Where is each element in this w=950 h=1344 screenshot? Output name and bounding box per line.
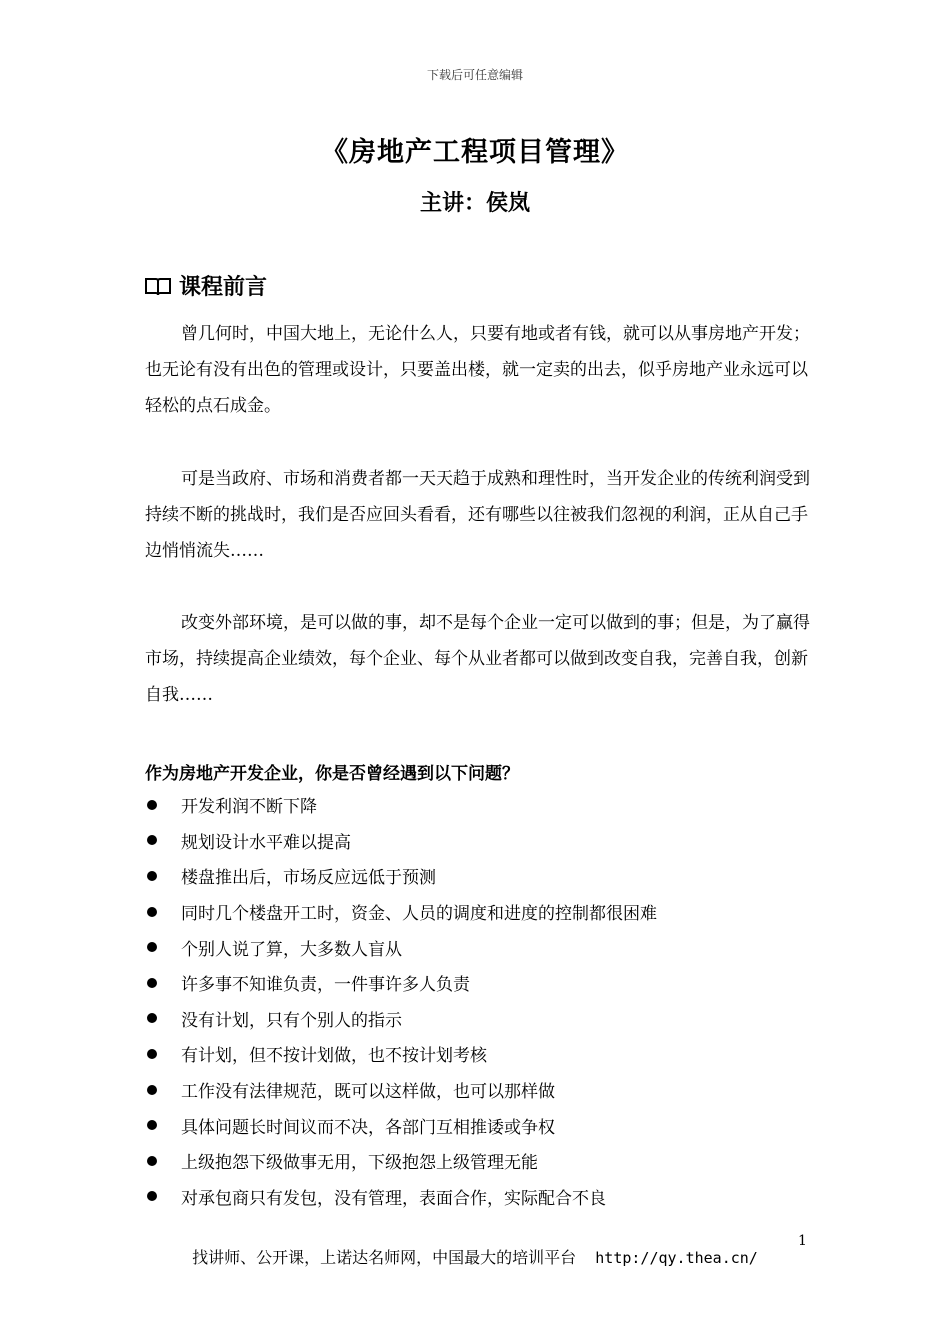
paragraph-3: 改变外部环境，是可以做的事，却不是每个企业一定可以做到的事；但是，为了赢得市场，持续提高企业绩效，每个企业、每个从业者都可以做到改变自我，完善自我，创新自我……: [145, 613, 810, 705]
bullet-icon: [147, 907, 157, 917]
page-subtitle: 主讲：侯岚: [419, 190, 530, 216]
list-item: 有计划，但不按计划做，也不按计划考核: [145, 1036, 657, 1072]
book-icon: [145, 276, 171, 296]
page-number: 1: [798, 1233, 807, 1249]
paragraph-1: 曾几何时，中国大地上，无论什么人，只要有地或者有钱，就可以从事房地产开发；也无论有没有出色的管理或设计，只要盖出楼，就一定卖的出去，似乎房地产业永远可以轻松的点石成金。: [145, 324, 810, 416]
question-heading: 作为房地产开发企业，你是否曾经遇到以下问题？: [145, 764, 519, 784]
list-item: 对承包商只有发包，没有管理，表面合作，实际配合不良: [145, 1179, 657, 1215]
problem-list: [145, 787, 657, 1214]
paragraph-2: 可是当政府、市场和消费者都一天天趋于成熟和理性时，当开发企业的传统利润受到持续不断的挑战时，我们是否应回头看看，还有哪些以往被我们忽视的利润，正从自己手边悄悄流失……: [145, 469, 810, 561]
bullet-icon: [147, 1085, 157, 1095]
bullet-icon: [147, 835, 157, 845]
bullet-icon: [147, 1156, 157, 1166]
bullet-icon: [147, 1049, 157, 1059]
list-item: 具体问题长时间议而不决，各部门互相推诿或争权: [145, 1107, 657, 1143]
bullet-icon: [147, 1120, 157, 1130]
bullet-icon: [147, 1013, 157, 1023]
bullet-icon: [147, 800, 157, 810]
section-heading: [145, 270, 267, 301]
bullet-icon: [147, 1191, 157, 1201]
list-item: 工作没有法律规范，既可以这样做，也可以那样做: [145, 1072, 657, 1108]
list-item: 没有计划，只有个别人的指示: [145, 1001, 657, 1037]
section-heading-text: 课程前言: [179, 275, 268, 300]
bullet-icon: [147, 978, 157, 988]
footer-link[interactable]: http://qy.thea.cn/: [595, 1249, 758, 1267]
list-item: 个别人说了算，大多数人盲从: [145, 929, 657, 965]
list-item: 上级抱怨下级做事无用，下级抱怨上级管理无能: [145, 1143, 657, 1179]
list-item: 规划设计水平难以提高: [145, 823, 657, 859]
bullet-icon: [147, 871, 157, 881]
list-item: 楼盘推出后，市场反应远低于预测: [145, 858, 657, 894]
footer: [0, 1245, 950, 1268]
header-note: 下载后可任意编辑: [426, 68, 523, 82]
list-item: 同时几个楼盘开工时，资金、人员的调度和进度的控制都很困难: [145, 894, 657, 930]
footer-text: 找讲师、公开课，上诺达名师网，中国最大的培训平台: [192, 1248, 577, 1267]
list-item: 许多事不知谁负责，一件事许多人负责: [145, 965, 657, 1001]
bullet-icon: [147, 942, 157, 952]
page-title: 《房地产工程项目管理》: [321, 137, 629, 168]
list-item: 开发利润不断下降: [145, 787, 657, 823]
